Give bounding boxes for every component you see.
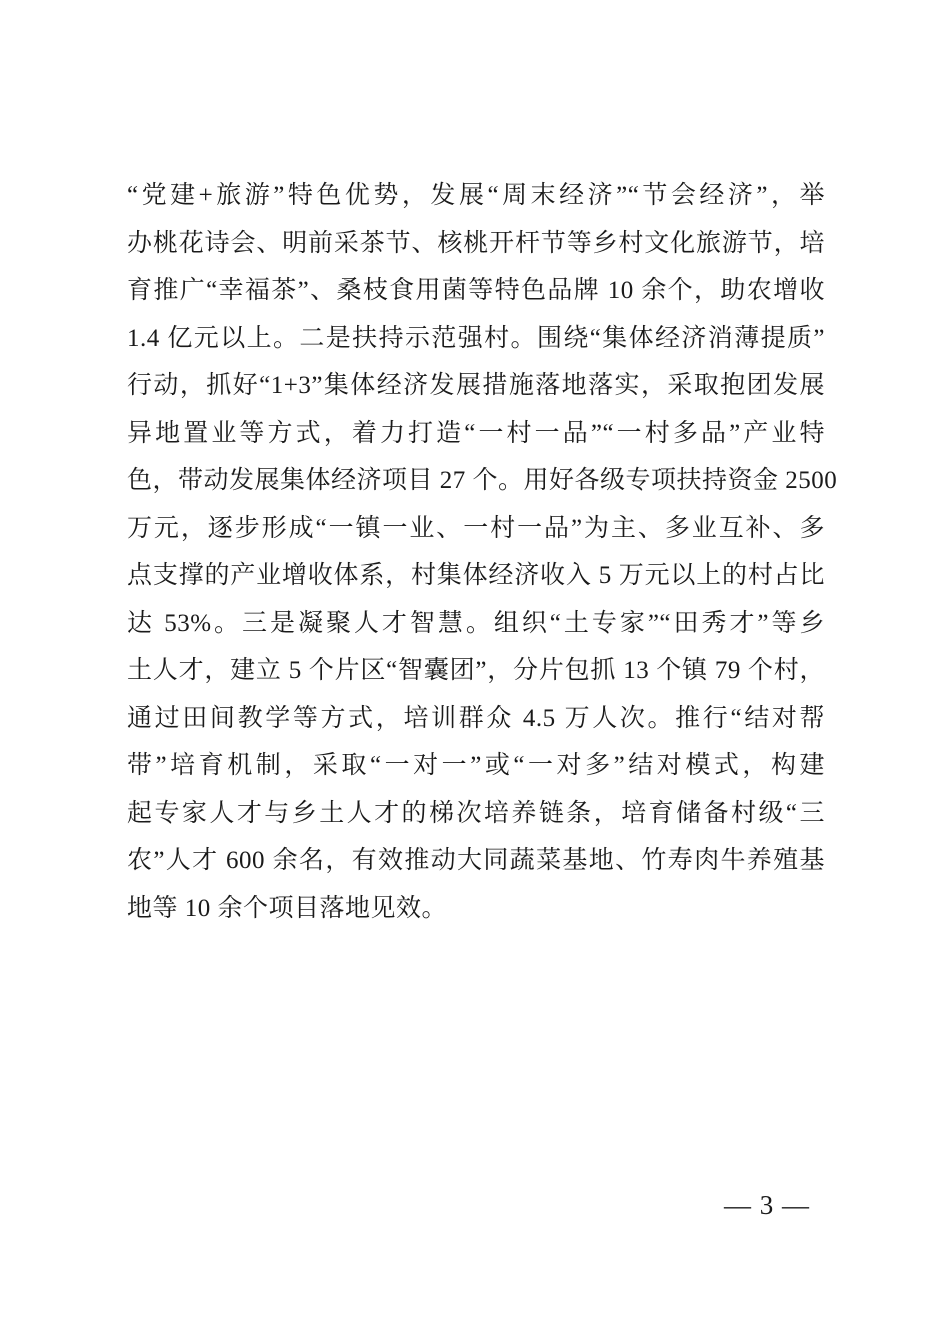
document-body bbox=[127, 172, 838, 932]
document-line: 异地置业等方式，着力打造“一村一品”“一村多品”产业特 bbox=[127, 419, 825, 447]
document-line: “党建+旅游”特色优势，发展“周末经济”“节会经济”，举 bbox=[127, 182, 825, 209]
document-line: 土人才，建立 5 个片区“智囊团”，分片包抓 13 个镇 79 个村， bbox=[127, 657, 825, 684]
document-line: 办桃花诗会、明前采茶节、核桃开杆节等乡村文化旅游节，培 bbox=[127, 229, 825, 257]
document-line: 带”培育机制，采取“一对一”或“一对多”结对模式，构建 bbox=[127, 752, 825, 779]
document-line: 万元，逐步形成“一镇一业、一村一品”为主、多业互补、多 bbox=[127, 514, 825, 542]
document-line: 色，带动发展集体经济项目 27 个。用好各级专项扶持资金 2500 bbox=[127, 467, 838, 494]
document-line: 育推广“幸福茶”、桑枝食用菌等特色品牌 10 余个，助农增收 bbox=[127, 277, 825, 304]
document-line: 起专家人才与乡土人才的梯次培养链条，培育储备村级“三 bbox=[127, 799, 825, 827]
document-line: 1.4 亿元以上。二是扶持示范强村。围绕“集体经济消薄提质” bbox=[127, 324, 825, 352]
document-line: 点支撑的产业增收体系，村集体经济收入 5 万元以上的村占比 bbox=[127, 562, 825, 589]
document-line: 达 53%。三是凝聚人才智慧。组织“土专家”“田秀才”等乡 bbox=[127, 609, 825, 637]
document-line: 通过田间教学等方式，培训群众 4.5 万人次。推行“结对帮 bbox=[127, 704, 825, 732]
page-number: — 3 — bbox=[724, 1190, 810, 1220]
document-line: 地等 10 余个项目落地见效。 bbox=[127, 894, 448, 922]
document-line: 农”人才 600 余名，有效推动大同蔬菜基地、竹寿肉牛养殖基 bbox=[127, 847, 825, 874]
document-line: 行动，抓好“1+3”集体经济发展措施落地落实，采取抱团发展 bbox=[127, 372, 825, 399]
